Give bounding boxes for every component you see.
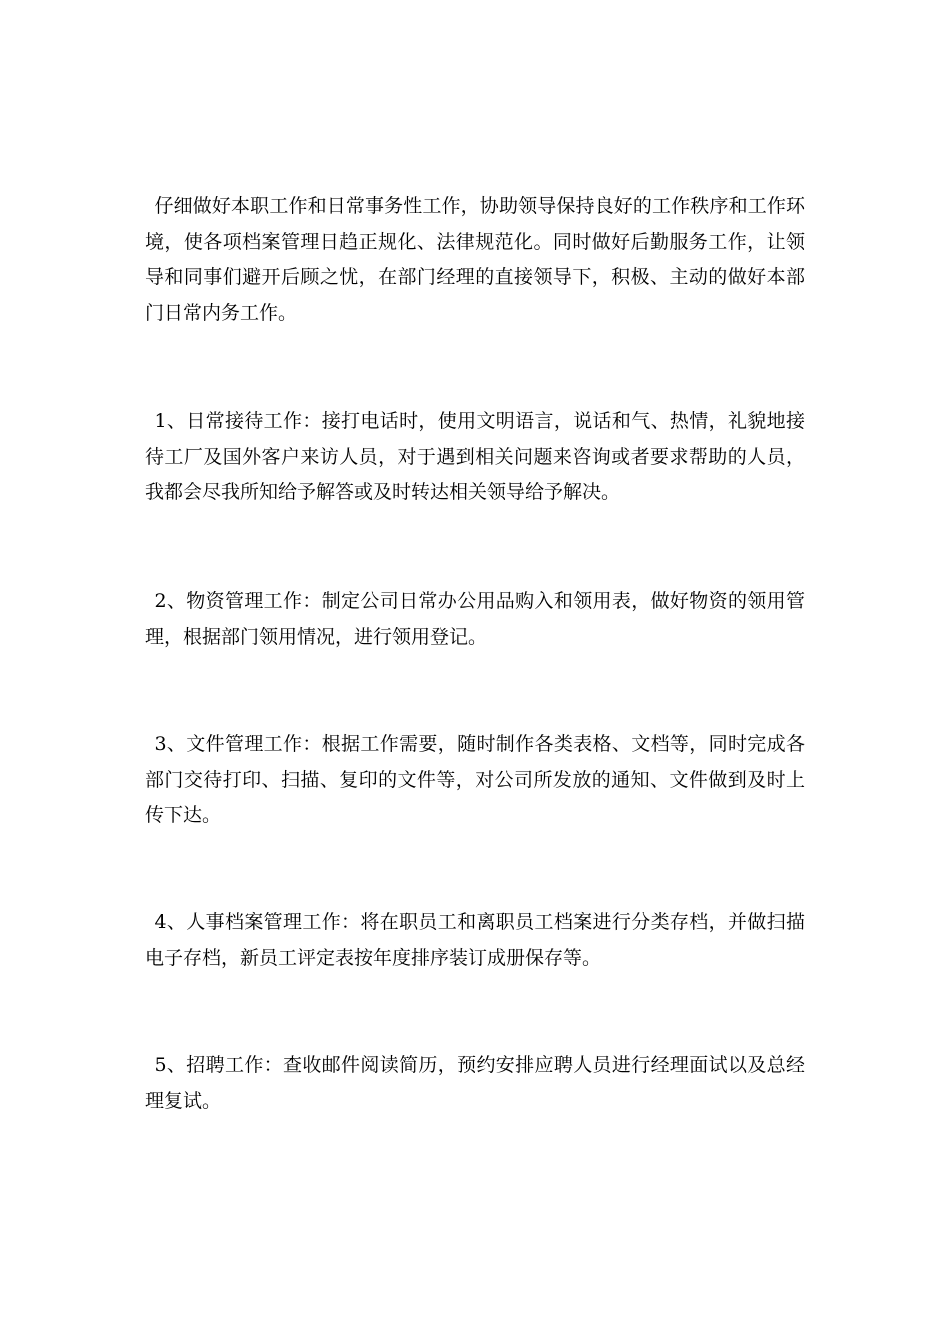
item-reception-paragraph: 1、日常接待工作：接打电话时，使用文明语言，说话和气、热情，礼貌地接待工厂及国外客户来访人员，对于遇到相关问题来咨询或者要求帮助的人员，我都会尽我所知给予解答或及时转达相关领导给予解决。 xyxy=(145,410,805,503)
intro-paragraph: 仔细做好本职工作和日常事务性工作，协助领导保持良好的工作秩序和工作环境，使各项档案管理日趋正规化、法律规范化。同时做好后勤服务工作，让领导和同事们避开后顾之忧，在部门经理的直接领导下，积极、主动的做好本部门日常内务工作。 xyxy=(145,195,805,324)
item-materials-paragraph: 2、物资管理工作：制定公司日常办公用品购入和领用表，做好物资的领用管理，根据部门领用情况，进行领用登记。 xyxy=(145,590,805,648)
item-recruitment-paragraph: 5、招聘工作：查收邮件阅读简历，预约安排应聘人员进行经理面试以及总经理复试。 xyxy=(145,1054,805,1112)
item-documents-paragraph: 3、文件管理工作：根据工作需要，随时制作各类表格、文档等，同时完成各部门交待打印、扫描、复印的文件等，对公司所发放的通知、文件做到及时上传下达。 xyxy=(145,733,805,826)
item-personnel-files-paragraph: 4、人事档案管理工作：将在职员工和离职员工档案进行分类存档，并做扫描电子存档，新员工评定表按年度排序装订成册保存等。 xyxy=(145,911,805,969)
